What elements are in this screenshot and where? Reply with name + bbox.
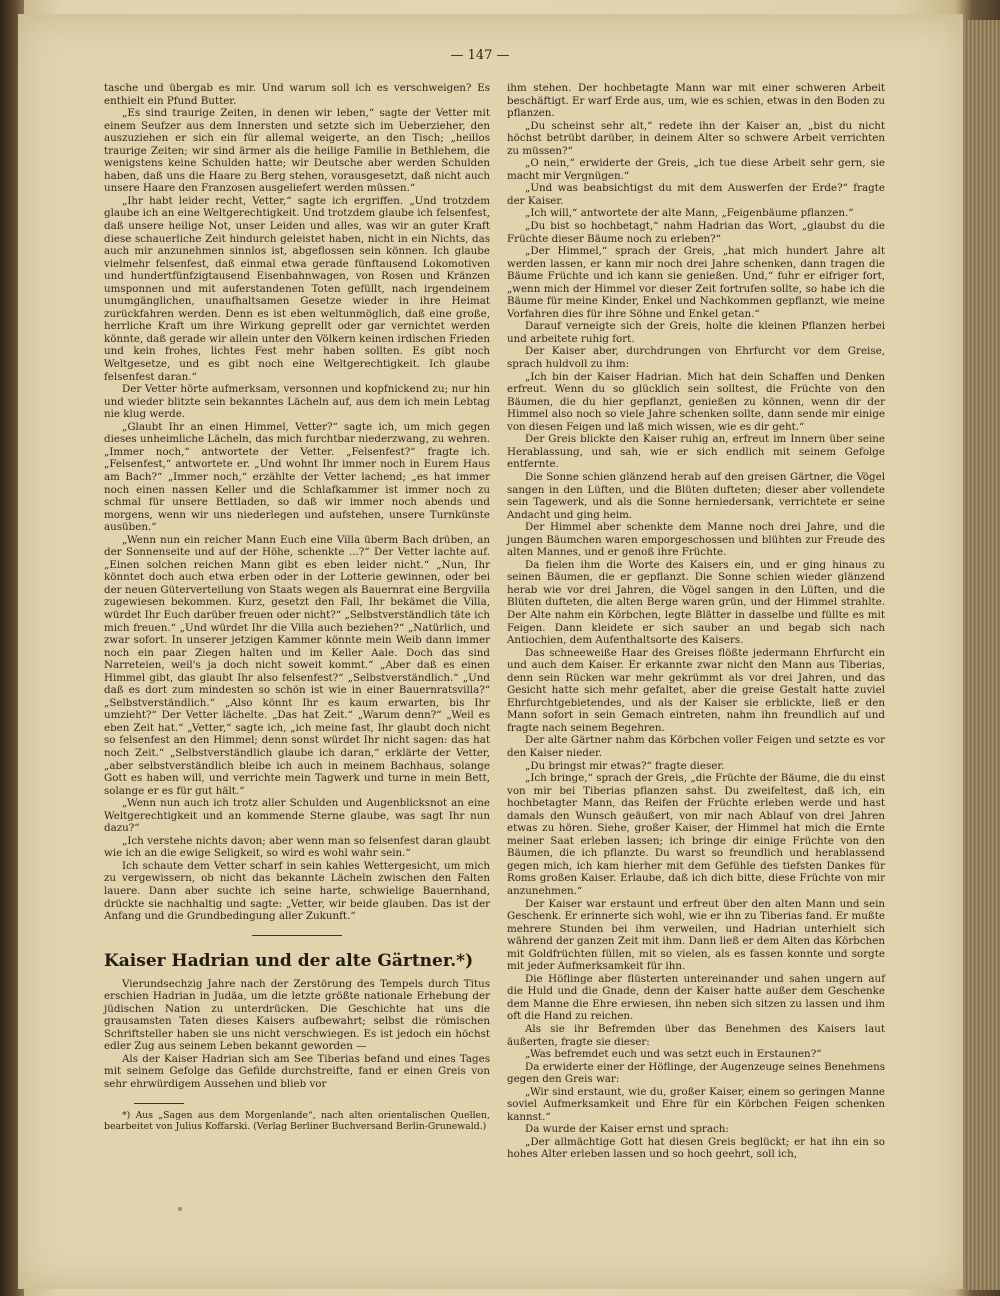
paragraph: „Und was beabsichtigst du mit dem Auswerfen der Erde?“ fragte der Kaiser. bbox=[507, 182, 885, 207]
footnote: *) Aus „Sagen aus dem Morgenlande“, nach alten orientalischen Quellen, bearbeitet von Julius Koffarski. (Verlag Berliner Buchversand Berlin-Grunewald.) bbox=[104, 1109, 490, 1133]
footnote-rule bbox=[134, 1103, 184, 1104]
section-divider bbox=[252, 935, 342, 936]
paragraph: „Was befremdet euch und was setzt euch in Erstaunen?“ bbox=[525, 1048, 822, 1061]
paragraph: „Ich bin der Kaiser Hadrian. Mich hat dein Schaffen und Denken erfreut. Wenn du so glücklich sein solltest, die Früchte von den Bäumen, die du hier gepflanzt, genießen zu können, wenn dir der Himmel also noch so viele Jahre schenken sollte, dann sende mir einige von diesen Feigen und laß mich wissen, wie es dir geht.“ bbox=[507, 370, 885, 433]
paragraph: ihm stehen. Der hochbetagte Mann war mit einer schweren Arbeit beschäftigt. Er warf Erde aus, um, wie es schien, etwas in den Boden zu pflanzen. bbox=[507, 82, 885, 120]
paragraph: Da wurde der Kaiser ernst und sprach: bbox=[525, 1123, 729, 1136]
paragraph: Da erwiderte einer der Höflinge, der Augenzeuge seines Benehmens gegen den Greis war: bbox=[507, 1060, 885, 1086]
paragraph: „Ich verstehe nichts davon; aber wenn man so felsenfest daran glaubt wie ich an die ewige Seligkeit, so wird es wohl wahr sein.“ bbox=[104, 834, 490, 860]
paragraph: Der Himmel aber schenkte dem Manne noch drei Jahre, und die jungen Bäumchen waren emporgeschossen und blühten zur Freude des alten Mannes, und er genoß ihre Früchte. bbox=[507, 521, 885, 559]
paragraph: Die Höflinge aber flüsterten untereinander und sahen ungern auf die Huld und die Gnade, denn der Kaiser hatte außer dem Geschenke dem Manne die Ehre erwiesen, ihn neben sich sitzen zu lassen und ihm oft die Hand zu reichen. bbox=[507, 972, 885, 1023]
paragraph: Der Kaiser aber, durchdrungen von Ehrfurcht vor dem Greise, sprach huldvoll zu ihm: bbox=[507, 345, 885, 371]
left-column bbox=[104, 82, 490, 1133]
paragraph: Der Kaiser war erstaunt und erfreut über den alten Mann und sein Geschenk. Er erinnerte sich wohl, wie er ihn zu Tiberias fand. Er mußte mehrere Stunden bei ihm verweilen, und Hadrian unterhielt sich während der ganzen Zeit mit ihm. Dann ließ er dem Alten das Körbchen mit Goldfrüchten füllen, mit so vielen, als es fassen konnte und sorgte mit jeder Aufmerksamkeit für ihn. bbox=[507, 897, 885, 973]
paragraph: „Ich will,“ antwortete der alte Mann, „Feigenbäume pflanzen.“ bbox=[525, 207, 854, 220]
paragraph: Als der Kaiser Hadrian sich am See Tiberias befand und eines Tages mit seinem Gefolge das Gefilde durchstreifte, fand er einen Greis von sehr ehrwürdigem Aussehen und blieb vor bbox=[104, 1052, 490, 1091]
page-edges bbox=[963, 20, 1000, 1290]
paragraph: Als sie ihr Befremden über das Benehmen des Kaisers laut äußerten, fragte sie dieser: bbox=[507, 1023, 885, 1048]
paragraph: „Wir sind erstaunt, wie du, großer Kaiser, einem so geringen Manne soviel Aufmerksamkeit und Ehre für ein Körbchen Feigen schenken kannst.“ bbox=[507, 1085, 885, 1123]
paragraph: „Glaubt Ihr an einen Himmel, Vetter?“ sagte ich, um mich gegen dieses unheimliche Lächeln, das mich furchtbar niederzwang, zu wehren. „Immer noch,“ antwortete der Vetter. „Felsenfest?“ fragte ich. „Felsenfest,“ antwortete er. „Und wohnt Ihr immer noch in Eurem Haus am Bach?“ „Immer noch,“ erzählte der Vetter lachend; „es hat immer noch einen nassen Keller und die Schlafkammer ist immer noch zu schmal für unsere Bettladen, so daß wir immer noch abends und morgens, wenn wir uns niederlegen und aufstehen, unsere Turnkünste ausüben.“ bbox=[104, 420, 490, 534]
paragraph: Ich schaute dem Vetter scharf in sein kahles Wettergesicht, um mich zu vergewissern, ob nicht das bekannte Lächeln zwischen den Falten lauere. Dann aber suchte ich seine harte, schwielige Bauernhand, drückte sie nachhaltig und sagte: „Vetter, wir beide glauben. Das ist der Anfang und die Grundbedingung aller Zukunft.“ bbox=[104, 859, 490, 923]
paragraph: Vierundsechzig Jahre nach der Zerstörung des Tempels durch Titus erschien Hadrian in Judäa, um die letzte größte nationale Erhebung der jüdischen Nation zu unterdrücken. Die Geschichte hat uns die grausamsten Taten dieses Kaisers aufbewahrt; selbst die römischen Schriftsteller haben sie uns nicht verschwiegen. Es ist jedoch ein höchst edler Zug aus seinem Leben bekannt geworden — bbox=[104, 977, 490, 1053]
paragraph: Das schneeweiße Haar des Greises flößte jedermann Ehrfurcht ein und auch dem Kaiser. Er erkannte zwar nicht den Mann aus Tiberias, denn sein Rücken war mehr gekrümmt als vor drei Jahren, und das Gesicht hatte sich mehr gefaltet, aber die greise Gestalt hatte zuviel Ehrfurchtgebietendes, und als der Kaiser sie erblickte, ließ er den Mann sofort in sein Gemach eintreten, nahm ihn freundlich auf und fragte nach seinem Begehren. bbox=[507, 646, 885, 734]
paragraph: „Ich bringe,“ sprach der Greis, „die Früchte der Bäume, die du einst von mir bei Tiberias pflanzen sahst. Du zweifeltest, daß ich, ein hochbetagter Mann, das Reifen der Früchte erleben werde und hast damals den Wunsch geäußert, von mir nach Ablauf von drei Jahren etwas zu hören. Siehe, großer Kaiser, der Himmel hat mich die Ernte meiner Saat erleben lassen; ich bringe dir einige Früchte von den Bäumen, die ich pflanzte. Du warst so freundlich und herablassend gegen mich, ich kam hierher mit dem Gefühle des tiefsten Dankes für Roms großen Kaiser. Erlaube, daß ich dich bitte, diese Früchte von mir anzunehmen.“ bbox=[507, 772, 885, 897]
paragraph: „Wenn nun auch ich trotz aller Schulden und Augenblicksnot an eine Weltgerechtigkeit und an kommende Sterne glaube, was sagt Ihr nun dazu?“ bbox=[104, 797, 490, 835]
paragraph: „Du bringst mir etwas?“ fragte dieser. bbox=[525, 759, 725, 772]
ink-blot bbox=[178, 1207, 182, 1211]
paragraph: „Du bist so hochbetagt,“ nahm Hadrian das Wort, „glaubst du die Früchte dieser Bäume noch zu erleben?“ bbox=[507, 220, 885, 245]
paragraph: „Wenn nun ein reicher Mann Euch eine Villa überm Bach drüben, an der Sonnenseite und auf der Höhe, schenkte ...?“ Der Vetter lachte auf. „Einen solchen reichen Mann gibt es eben leider nicht.“ „Nun, Ihr könntet doch auch etwa erben oder in der Lotterie gewinnen, oder bei der neuen Güterverteilung von Staats wegen als Bauernrat eine Bergvilla zugewiesen bekommen. Kurz, gesetzt den Fall, Ihr bekämet die Villa, würdet Ihr Euch darüber freuen oder nicht?“ „Selbstverständlich täte ich mich freuen.“ „Und würdet Ihr die Villa auch beziehen?“ „Natürlich, und zwar sofort. In unserer jetzigen Kammer könnte mein Weib dann immer noch ein paar Ziegen halten und im Keller Aale. Doch das sind Narreteien, weil's ja doch nicht soweit kommt.“ „Aber daß es einen Himmel gibt, das glaubt Ihr also felsenfest?“ „Selbstverständlich.“ „Und daß es dort zum mindesten so schön ist wie in einer Bauernratsvilla?“ „Selbstverständlich.“ „Also könnt Ihr es kaum erwarten, bis Ihr umzieht?“ Der Vetter lächelte. „Das hat Zeit.“ „Warum denn?“ „Weil es eben Zeit hat.“ „Vetter,“ sagte ich, „ich meine fast, Ihr glaubt doch nicht so felsenfest an den Himmel; denn sonst würdet Ihr nicht sagen: das hat noch Zeit.“ „Selbstverständlich glaube ich daran,“ erklärte der Vetter, „aber selbstverständlich bleibe ich auch in meinem Bachhaus, solange Gott es haben will, und verrichte mein Tagwerk und turne in mein Bett, solange er es für gut hält.“ bbox=[104, 533, 490, 797]
right-column bbox=[507, 82, 885, 1161]
paragraph: „Es sind traurige Zeiten, in denen wir leben,“ sagte der Vetter mit einem Seufzer aus dem Innersten und setzte sich im Ueberzieher, den auszuziehen er sich ein für allemal weigerte, an den Tisch; „heillos traurige Zeiten; wir sind ärmer als die heilige Familie in Bethlehem, die wenigstens keine Schulden hatte; wir Deutsche aber werden Schulden haben, daß uns die Haare zu Berg stehen, vorausgesetzt, daß nicht auch unsere Haare den Franzosen ausgeliefert werden müssen.“ bbox=[104, 107, 490, 195]
paragraph: tasche und übergab es mir. Und warum soll ich es verschweigen? Es enthielt ein Pfund Butter. bbox=[104, 82, 490, 107]
paragraph: Der Vetter hörte aufmerksam, versonnen und kopfnickend zu; nur hin und wieder blitzte sein bekanntes Lächeln auf, aus dem ich mein Lebtag nie klug werde. bbox=[104, 383, 490, 421]
paragraph: „O nein,“ erwiderte der Greis, „ich tue diese Arbeit sehr gern, sie macht mir Vergnügen.“ bbox=[507, 157, 885, 182]
page-number: — 147 — bbox=[450, 48, 510, 63]
paragraph: „Der allmächtige Gott hat diesen Greis beglückt; er hat ihn ein so hohes Alter erleben lassen und so hoch geehrt, soll ich, bbox=[507, 1135, 885, 1161]
paragraph: Der Greis blickte den Kaiser ruhig an, erfreut im Innern über seine Herablassung, und sah, wie er sich endlich mit seinem Gefolge entfernte. bbox=[507, 433, 885, 471]
paragraph: „Der Himmel,“ sprach der Greis, „hat mich hundert Jahre alt werden lassen, er kann mir noch drei Jahre schenken, dann tragen die Bäume Früchte und ich kann sie genießen. Und,“ fuhr er eifriger fort, „wenn mich der Himmel vor dieser Zeit fortrufen sollte, so habe ich die Bäume für meine Kinder, Enkel und Nachkommen gepflanzt, wie meine Vorfahren dies für ihre Söhne und Enkel getan.“ bbox=[507, 245, 885, 320]
paragraph: Der alte Gärtner nahm das Körbchen voller Feigen und setzte es vor den Kaiser nieder. bbox=[507, 734, 885, 759]
paragraph: „Du scheinst sehr alt,“ redete ihn der Kaiser an, „bist du nicht höchst betrübt darüber, in deinem Alter so schwere Arbeit verrichten zu müssen?“ bbox=[507, 119, 885, 157]
paragraph: Die Sonne schien glänzend herab auf den greisen Gärtner, die Vögel sangen in den Lüften, und die Blüten dufteten; dieser aber vollendete sein Tagewerk, und als die Sonne herniedersank, verrichtete er seine Andacht und ging heim. bbox=[507, 470, 885, 521]
article-heading: Kaiser Hadrian und der alte Gärtner.*) bbox=[104, 950, 474, 971]
paragraph: Darauf verneigte sich der Greis, holte die kleinen Pflanzen herbei und arbeitete ruhig fort. bbox=[507, 320, 885, 345]
paragraph: Da fielen ihm die Worte des Kaisers ein, und er ging hinaus zu seinen Bäumen, die er gepflanzt. Die Sonne schien wieder glänzend herab wie vor drei Jahren, die Vögel sangen in den Lüften, und die Blüten dufteten, die alten Berge waren grün, und der Himmel strahlte. Der Alte nahm ein Körbchen, legte Blätter in dasselbe und füllte es mit Feigen. Dann kleidete er sich sauber an und begab sich nach Antiochien, dem Aufenthaltsorte des Kaisers. bbox=[507, 558, 885, 647]
paragraph: „Ihr habt leider recht, Vetter,“ sagte ich ergriffen. „Und trotzdem glaube ich an eine Weltgerechtigkeit. Und trotzdem glaube ich felsenfest, daß unsere heilige Not, unser Leiden und alles, was wir an guter Kraft diese schauerliche Zeit hindurch geleistet haben, nicht in ein Nichts, das auch mir anzunehmen sinnlos ist, abgeflossen sein können. Ich glaube vielmehr felsenfest, daß einmal etwa gerade fünftausend Lokomotiven und hundertfünfzigtausend Eisenbahnwagen, von Rosen und Kränzen umsponnen und mit auferstandenen Toten gefüllt, nach irgendeinem unumgänglichen, unaufhaltsamen Gesetze wieder in ihre Heimat zurückfahren werden. Denn es ist eben weltunmöglich, daß eine große, herrliche Kraft um ihre Wirkung geprellt oder gar vernichtet werden könnte, daß gerade wir allein unter den Völkern keinen irdischen Frieden und kein frohes, lichtes Fest mehr haben sollten. Es gibt noch Weltgesetze, und es gibt noch eine Weltgerechtigkeit. Ich glaube felsenfest daran.“ bbox=[104, 194, 490, 383]
